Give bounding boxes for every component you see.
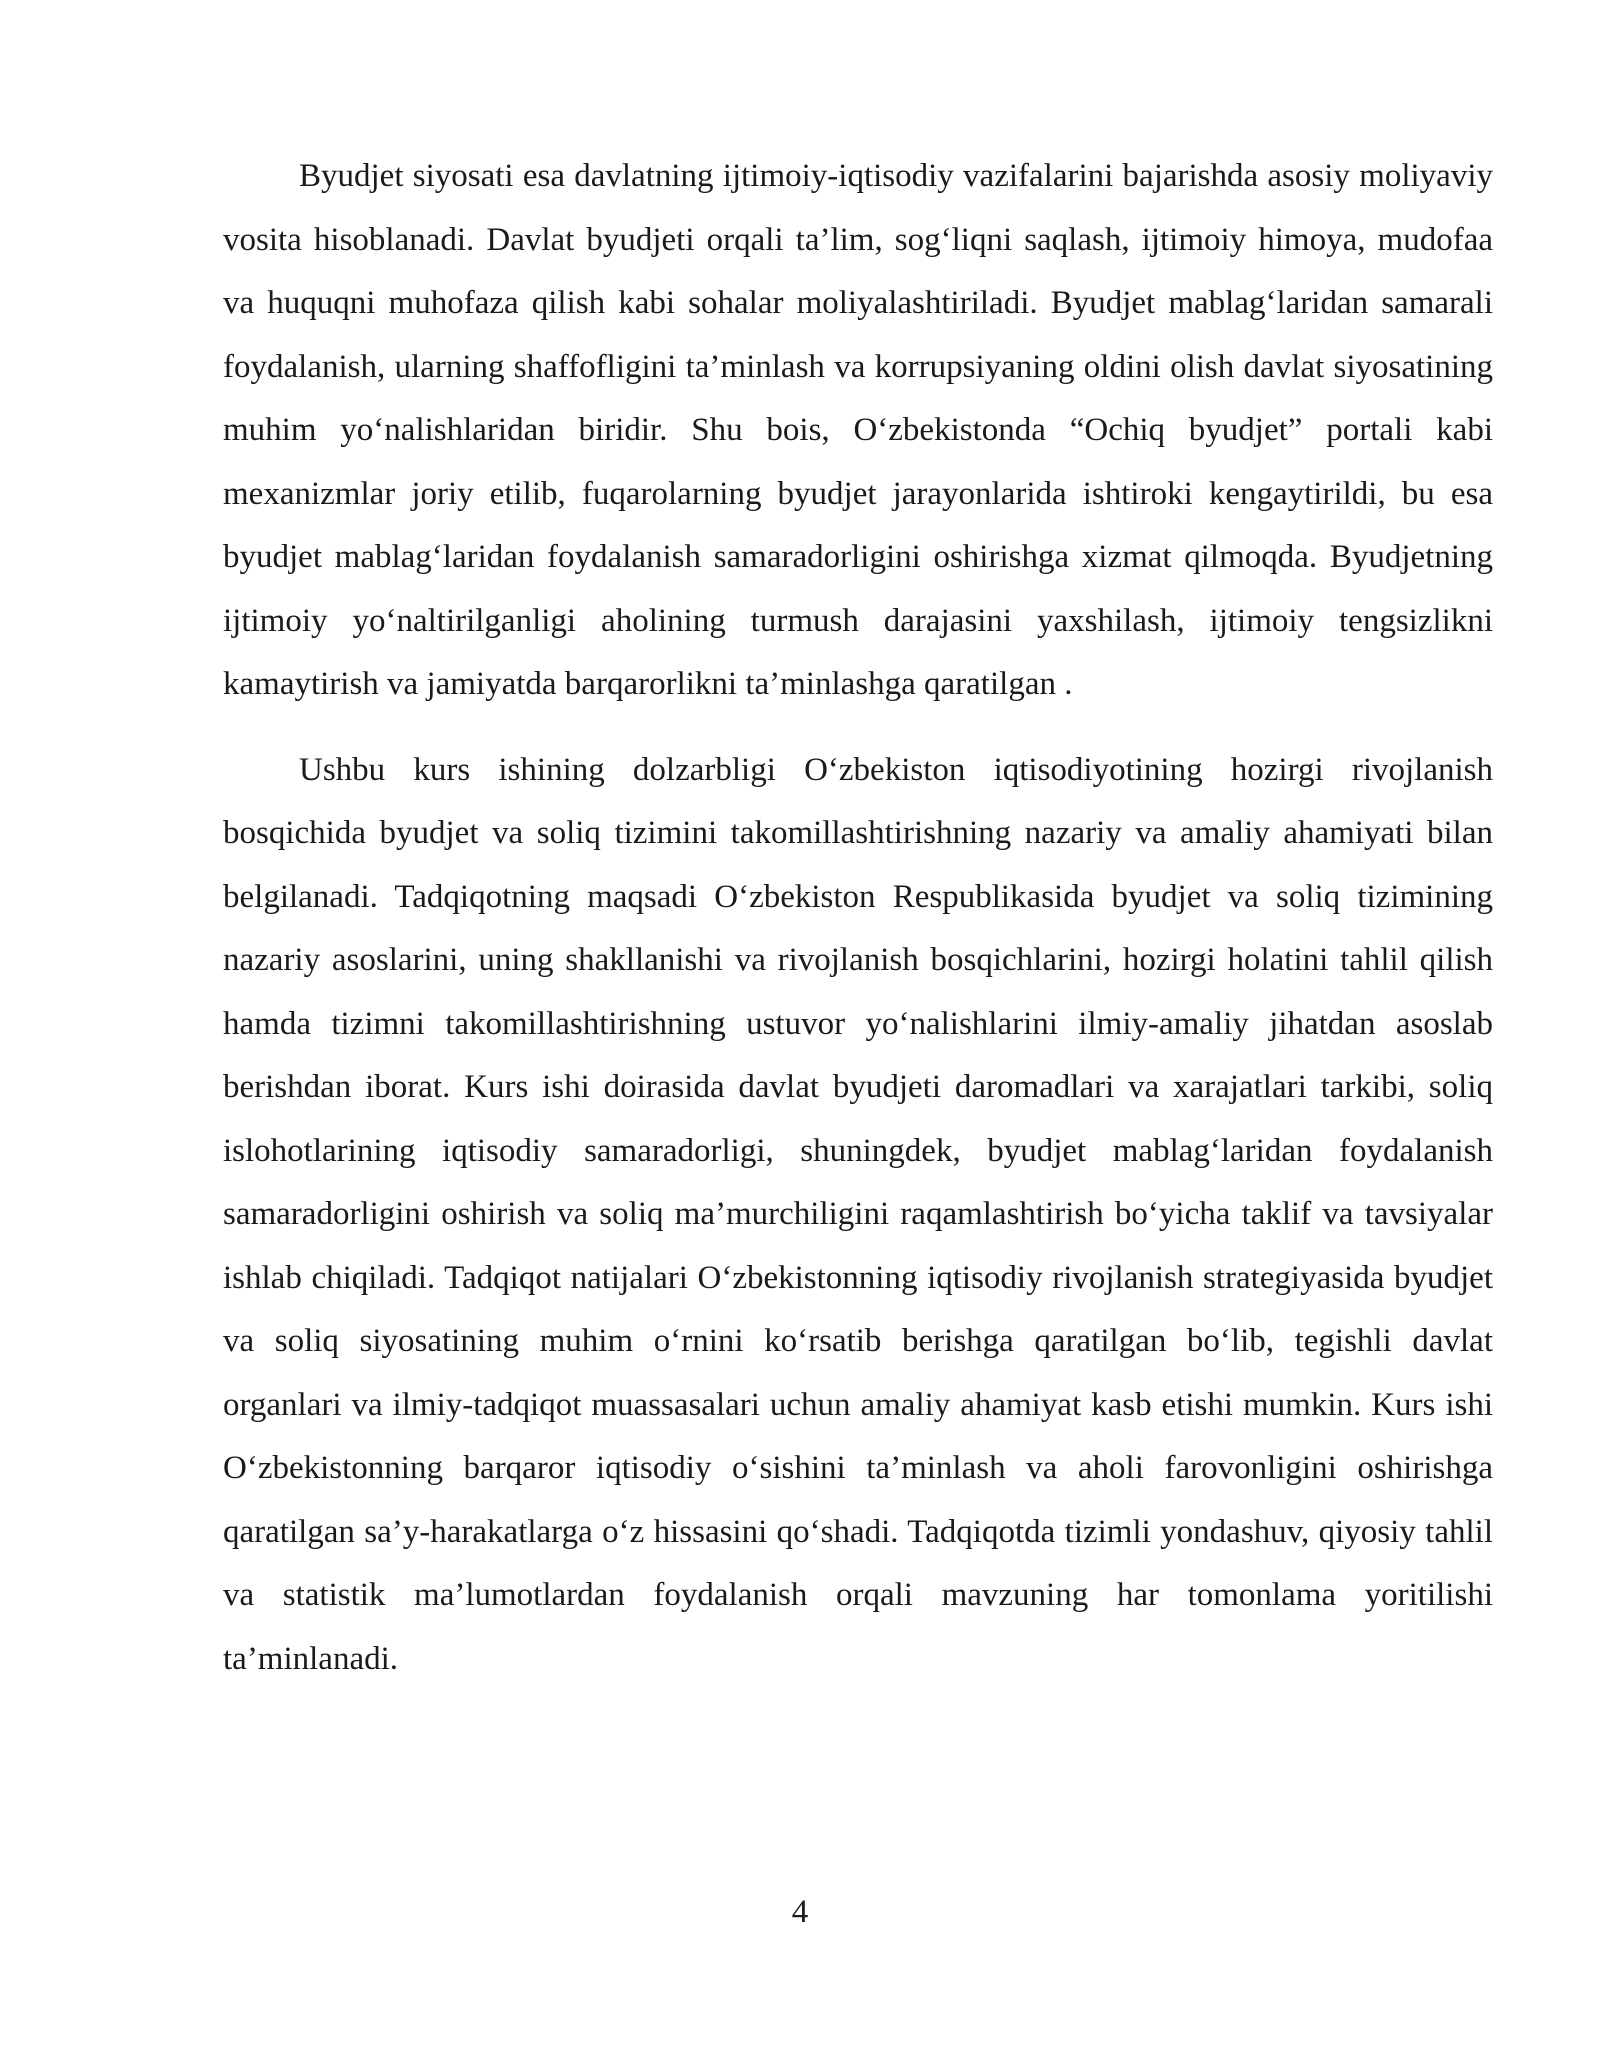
paragraph-relevance: Ushbu kurs ishining dolzarbligi O‘zbekiston iqtisodiyotining hozirgi rivojlanish bosqichida byudjet va soliq tizimini takomillashtirishning nazariy va amaliy ahamiyati bilan belgilanadi. Tadqiqotning maqsadi O‘zbekiston Respublikasida byudjet va soliq tizimining nazariy asoslarini, uning shakllanishi va rivojlanish bosqichlarini, hozirgi holatini tahlil qilish hamda tizimni takomillashtirishning ustuvor yo‘nalishlarini ilmiy-amaliy jihatdan asoslab berishdan iborat. Kurs ishi doirasida davlat byudjeti daromadlari va xarajatlari tarkibi, soliq islohotlarining iqtisodiy samaradorligi, shuningdek, byudjet mablag‘laridan foydalanish samaradorligini oshirish va soliq ma’murchiligini raqamlashtirish bo‘yicha taklif va tavsiyalar ishlab chiqiladi. Tadqiqot natijalari O‘zbekistonning iqtisodiy rivojlanish strategiyasida byudjet va soliq siyosatining muhim o‘rnini ko‘rsatib berishga qaratilgan bo‘lib, tegishli davlat organlari va ilmiy-tadqiqot muassasalari uchun amaliy ahamiyat kasb etishi mumkin. Kurs ishi O‘zbekistonning barqaror iqtisodiy o‘sishini ta’minlash va aholi farovonligini oshirishga qaratilgan sa’y-harakatlarga o‘z hissasini qo‘shadi. Tadqiqotda tizimli yondashuv, qiyosiy tahlil va statistik ma’lumotlardan foydalanish orqali mavzuning har tomonlama yoritilishi ta’minlanadi. [223, 751, 1493, 1677]
paragraph-budget-policy: Byudjet siyosati esa davlatning ijtimoiy-iqtisodiy vazifalarini bajarishda asosiy moliyaviy vosita hisoblanadi. Davlat byudjeti orqali ta’lim, sog‘liqni saqlash, ijtimoiy himoya, mudofaa va huquqni muhofaza qilish kabi sohalar moliyalashtiriladi. Byudjet mablag‘laridan samarali foydalanish, ularning shaffofligini ta’minlash va korrupsiyaning oldini olish davlat siyosatining muhim yo‘nalishlaridan biridir. Shu bois, O‘zbekistonda “Ochiq byudjet” portali kabi mexanizmlar joriy etilib, fuqarolarning byudjet jarayonlarida ishtiroki kengaytirildi, bu esa byudjet mablag‘laridan foydalanish samaradorligini oshirishga xizmat qilmoqda. Byudjetning ijtimoiy yo‘naltirilganligi aholining turmush darajasini yaxshilash, ijtimoiy tengsizlikni kamaytirish va jamiyatda barqarorlikni ta’minlashga qaratilgan . [223, 158, 1493, 702]
page-number: 4 [791, 1894, 809, 1930]
body-text [223, 145, 1493, 1713]
